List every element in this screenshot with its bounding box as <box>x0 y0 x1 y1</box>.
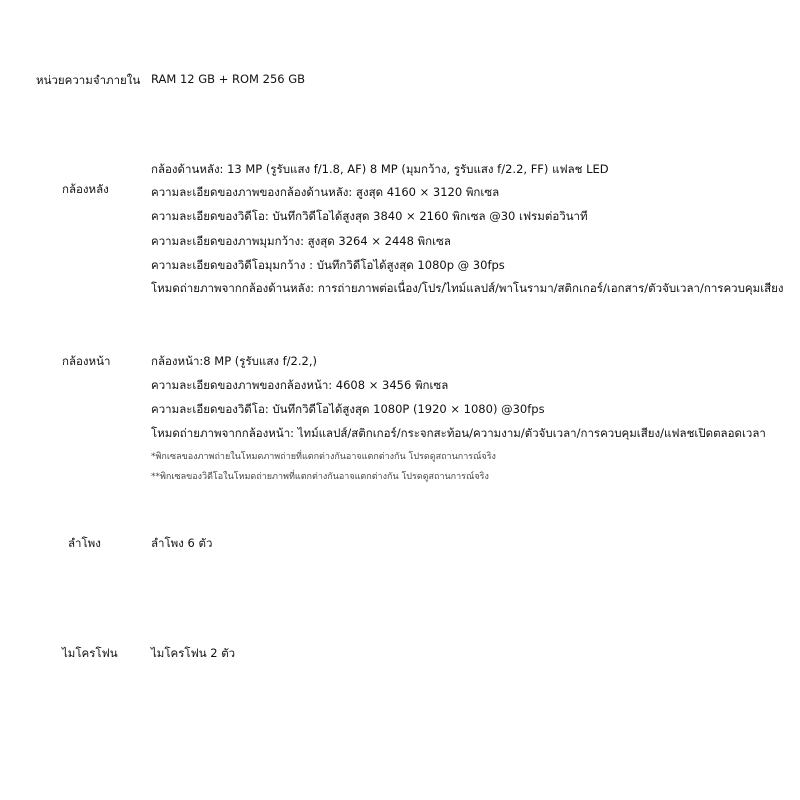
microphone-value: ไมโครโฟน 2 ตัว <box>151 646 236 660</box>
front-camera-label: กล้องหน้า <box>62 354 111 368</box>
rear-camera-line: ความละเอียดของวิดีโอมุมกว้าง : บันทึกวิดีโอได้สูงสุด 1080p @ 30fps <box>151 258 505 272</box>
rear-camera-label: กล้องหลัง <box>62 182 109 196</box>
rear-camera-line: ความละเอียดของภาพมุมกว้าง: สูงสุด 3264 × 2448 พิกเซล <box>151 234 451 248</box>
microphone-label: ไมโครโฟน <box>62 646 118 660</box>
front-camera-note: **พิกเซลของวิดีโอในโหมดถ่ายภาพที่แตกต่างกันอาจแตกต่างกัน โปรดดูสถานการณ์จริง <box>151 472 489 482</box>
speaker-value: ลำโพง 6 ตัว <box>151 536 213 550</box>
memory-value: RAM 12 GB + ROM 256 GB <box>151 72 306 86</box>
front-camera-line: โหมดถ่ายภาพจากกล้องหน้า: ไทม์แลปส์/สติกเกอร์/กระจกสะท้อน/ความงาม/ตัวจับเวลา/การควบคุมเสียง/แฟลชเปิดตลอดเวลา <box>151 426 766 440</box>
speaker-label: ลำโพง <box>68 536 101 550</box>
front-camera-line: กล้องหน้า:8 MP (รูรับแสง f/2.2,) <box>151 354 317 368</box>
rear-camera-line: ความละเอียดของวิดีโอ: บันทึกวิดีโอได้สูงสุด 3840 × 2160 พิกเซล @30 เฟรมต่อวินาที <box>151 209 588 223</box>
front-camera-line: ความละเอียดของวิดีโอ: บันทึกวิดีโอได้สูงสุด 1080P (1920 × 1080) @30fps <box>151 402 545 416</box>
rear-camera-line: กล้องด้านหลัง: 13 MP (รูรับแสง f/1.8, AF) 8 MP (มุมกว้าง, รูรับแสง f/2.2, FF) แฟลช LED <box>151 162 609 176</box>
rear-camera-line: ความละเอียดของภาพของกล้องด้านหลัง: สูงสุด 4160 × 3120 พิกเซล <box>151 185 500 199</box>
front-camera-line: ความละเอียดของภาพของกล้องหน้า: 4608 × 3456 พิกเซล <box>151 378 449 392</box>
front-camera-note: *พิกเซลของภาพถ่ายในโหมดภาพถ่ายที่แตกต่างกันอาจแตกต่างกัน โปรดดูสถานการณ์จริง <box>151 452 496 462</box>
rear-camera-line: โหมดถ่ายภาพจากกล้องด้านหลัง: การถ่ายภาพต่อเนื่อง/โปร/ไทม์แลปส์/พาโนรามา/สติกเกอร์/เอกสาร/ตัวจับเวลา/การควบคุมเสียง <box>151 281 784 295</box>
memory-label: หน่วยความจำภายใน <box>36 73 141 87</box>
